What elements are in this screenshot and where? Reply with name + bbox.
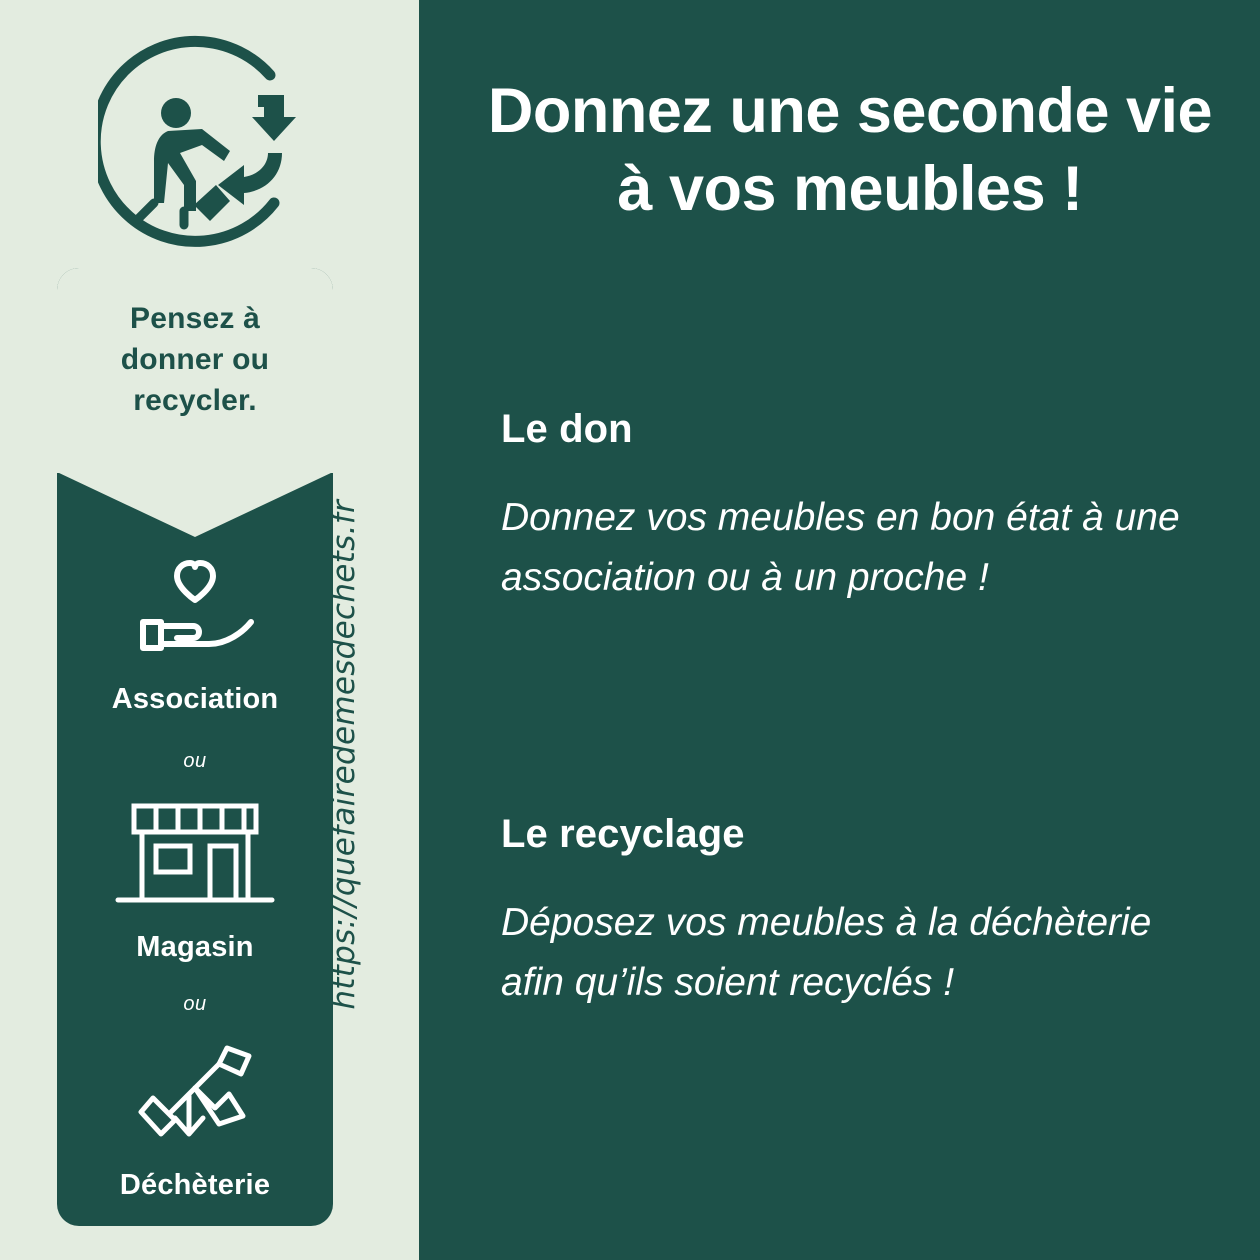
step-label-magasin: Magasin [136, 931, 254, 963]
callout-text [57, 298, 333, 421]
section-le-don [501, 407, 1211, 608]
step-magasin [57, 800, 333, 964]
callout-pointer [57, 472, 333, 537]
step-label-association: Association [111, 683, 279, 715]
hand-heart-icon [57, 552, 333, 669]
step-association [57, 552, 333, 716]
callout-box [57, 268, 333, 473]
section-title-le-don: Le don [501, 407, 633, 451]
website-url[interactable]: https://quefairedemesdechets.fr [326, 500, 362, 1010]
step-label-dechetterie: Déchèterie [119, 1169, 271, 1201]
step-dechetterie [57, 1038, 333, 1202]
page-title [455, 72, 1245, 228]
headline-line-2: à vos meubles ! [617, 154, 1083, 224]
section-title-le-recyclage: Le recyclage [501, 812, 745, 856]
shop-icon [57, 800, 333, 917]
section-body-le-don: Donnez vos meubles en bon état à une association ou à un proche ! [501, 496, 1180, 599]
person-recycling-icon [98, 35, 318, 250]
separator-ou-1: ou [183, 750, 207, 772]
recycling-center-icon [57, 1038, 333, 1155]
separator-ou-2: ou [183, 993, 207, 1015]
headline-line-1: Donnez une seconde vie [487, 76, 1213, 146]
callout-line-2: donner ou [120, 343, 270, 376]
callout-line-1: Pensez à [129, 302, 260, 335]
section-body-le-recyclage: Déposez vos meubles à la déchèterie afin qu’ils soient recyclés ! [501, 901, 1152, 1004]
section-le-recyclage [501, 812, 1211, 1013]
callout-line-3: recycler. [133, 384, 257, 417]
